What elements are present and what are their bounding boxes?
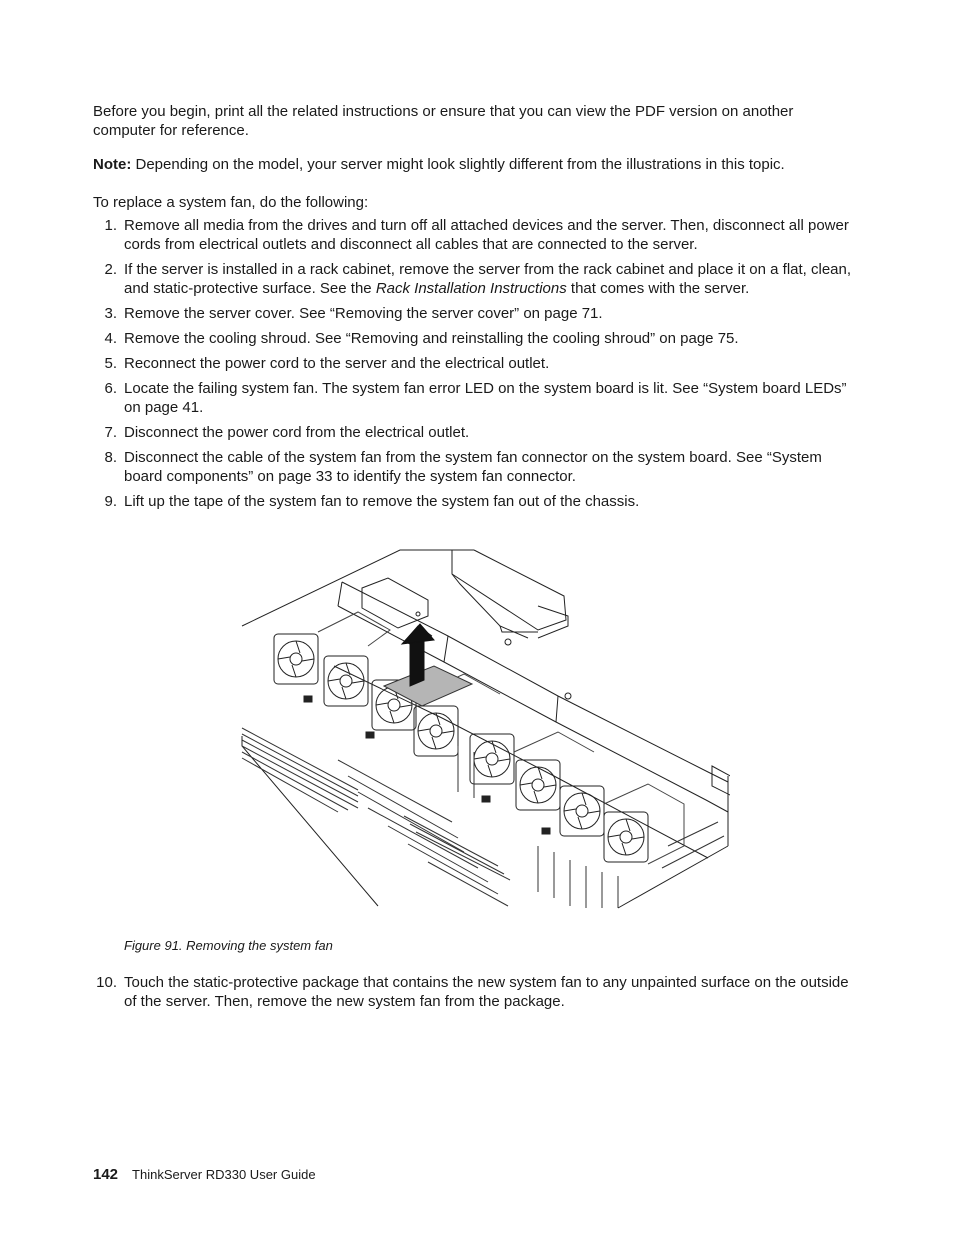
chassis-edge: [242, 550, 474, 626]
list-item: [93, 304, 853, 323]
lead-paragraph: To replace a system fan, do the following:: [93, 194, 369, 211]
step-text: Remove the server cover. See “Removing the server cover” on page 71.: [124, 305, 603, 322]
note-paragraph: [93, 155, 853, 174]
list-item: [93, 492, 853, 511]
step-number: 5.: [104, 355, 117, 372]
list-item: [93, 448, 853, 486]
step-number: 6.: [104, 380, 117, 397]
step-text: Touch the static-protective package that contains the new system fan to any unpainted surface on the outside of the server. Then, remove the new system fan from the package.: [124, 974, 849, 1010]
step-number: 1.: [104, 217, 117, 234]
fan-connectors: [304, 696, 550, 834]
step-text: Disconnect the cable of the system fan from the system fan connector on the system board. See “System board components” on page 33 to identify the system fan connector.: [124, 449, 822, 485]
page-footer: [93, 1165, 316, 1185]
system-fan-removal-illustration: [238, 546, 730, 912]
fan-bracket: [334, 578, 730, 858]
chassis-edge: [618, 846, 728, 908]
list-item: [93, 329, 853, 348]
steps-list: [93, 216, 853, 517]
list-item: [93, 973, 853, 1011]
list-item: [93, 379, 853, 417]
step-text: Remove all media from the drives and turn off all attached devices and the server. Then, disconnect all power cords from electrical outlets and disconnect all cables that are connected to the server.: [124, 217, 849, 253]
figure-caption: Figure 91. Removing the system fan: [124, 938, 333, 953]
note-label: Note:: [93, 156, 132, 173]
fan-modules: [274, 634, 648, 862]
step-number: 8.: [104, 449, 117, 466]
note-text: Depending on the model, your server might look slightly different from the illustrations in this topic.: [135, 156, 785, 173]
intro-paragraph: Before you begin, print all the related instructions or ensure that you can view the PDF version on another computer for reference.: [93, 103, 794, 139]
step-number: 7.: [104, 424, 117, 441]
step-number: 2.: [104, 261, 117, 278]
step-text-pre: If the server is installed in a rack cabinet, remove the server from the rack cabinet and place it on a flat, clean, and static-protective surface. See the: [124, 261, 852, 297]
step-text: Locate the failing system fan. The system fan error LED on the system board is lit. See “System board LEDs” on page 41.: [124, 380, 847, 416]
step-text: Reconnect the power cord to the server and the electrical outlet.: [124, 355, 550, 372]
step-number: 10.: [96, 974, 117, 991]
page-number: 142: [93, 1166, 119, 1183]
chassis-edge: [242, 736, 378, 906]
step-text-post: that comes with the server.: [566, 280, 750, 297]
rack-instructions-title: Rack Installation Instructions: [375, 280, 567, 297]
step-number: 3.: [104, 305, 117, 322]
book-title: ThinkServer RD330 User Guide: [132, 1167, 316, 1182]
steps-list-continued: [93, 973, 853, 1017]
list-item: [93, 423, 853, 442]
step-text: Lift up the tape of the system fan to remove the system fan out of the chassis.: [124, 493, 640, 510]
list-item: [93, 260, 853, 298]
optical-drive-outline: [452, 550, 568, 638]
list-item: [93, 216, 853, 254]
list-item: [93, 354, 853, 373]
step-text: Disconnect the power cord from the electrical outlet.: [124, 424, 470, 441]
step-number: 4.: [104, 330, 117, 347]
step-number: 9.: [104, 493, 117, 510]
step-text: Remove the cooling shroud. See “Removing and reinstalling the cooling shroud” on page 75.: [124, 330, 739, 347]
